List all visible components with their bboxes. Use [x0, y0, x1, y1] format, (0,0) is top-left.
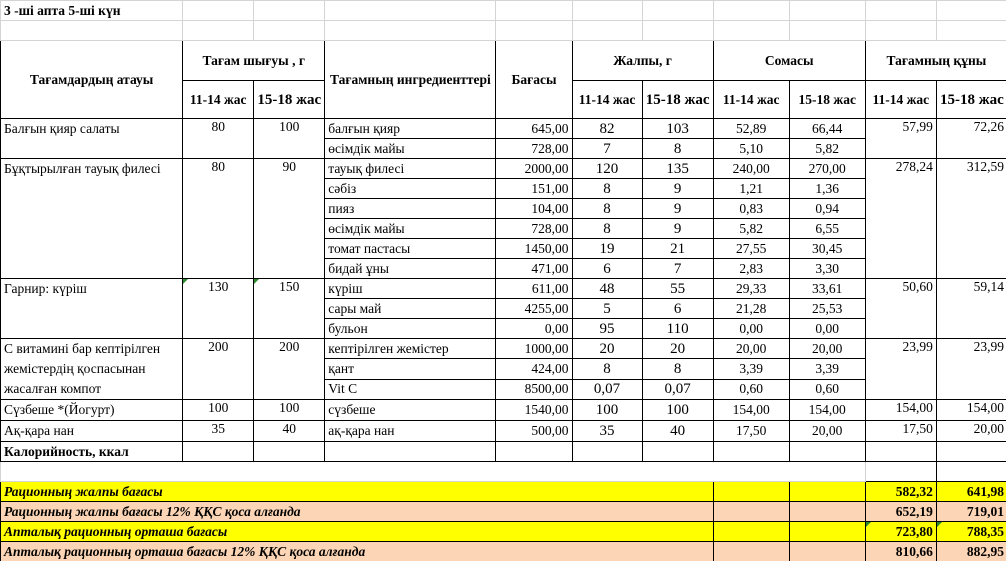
ingredient-price[interactable]: 1540,00	[496, 400, 572, 421]
header-gross-age2[interactable]: 15-18 жас	[642, 81, 713, 119]
ingredient-price[interactable]: 0,00	[496, 319, 572, 339]
table-row	[1, 279, 1006, 299]
table-row	[1, 339, 1006, 359]
ingredient-name[interactable]: балғын қияр	[325, 119, 496, 139]
summary-empty[interactable]	[713, 522, 789, 542]
gross-age2[interactable]: 9	[642, 219, 713, 239]
header-output-age2[interactable]: 15-18 жас	[254, 81, 325, 119]
sum-age1[interactable]: 3,39	[713, 359, 789, 379]
dish-name[interactable]: Ақ-қара нан	[1, 421, 183, 442]
blank-cell[interactable]	[865, 462, 936, 482]
header-gross[interactable]: Жалпы, г	[572, 41, 713, 81]
cost-age2[interactable]: 59,14	[936, 279, 1006, 339]
ingredient-name[interactable]: сүзбеше	[325, 400, 496, 421]
output-age1[interactable]: 100	[183, 400, 254, 421]
gross-age1[interactable]: 48	[572, 279, 642, 299]
header-price[interactable]: Бағасы	[496, 41, 572, 119]
summary-row	[1, 522, 1006, 542]
gross-age1[interactable]: 8	[572, 359, 642, 379]
dish-name[interactable]: Бұқтырылған тауық филесі	[1, 159, 183, 279]
gross-age2[interactable]: 110	[642, 319, 713, 339]
ingredient-name[interactable]: күріш	[325, 279, 496, 299]
sum-age2[interactable]: 6,55	[789, 219, 865, 239]
ingredient-price[interactable]: 151,00	[496, 179, 572, 199]
header-cost[interactable]: Тағамның құны	[865, 41, 1006, 81]
cost-age1[interactable]: 278,24	[865, 159, 936, 279]
table-row	[1, 400, 1006, 421]
summary-label[interactable]: Апталық рационның орташа бағасы 12% ҚҚС қоса алғанда	[1, 542, 714, 561]
cost-age2[interactable]: 23,99	[936, 339, 1006, 400]
sum-age2[interactable]: 1,36	[789, 179, 865, 199]
ingredient-price[interactable]: 645,00	[496, 119, 572, 139]
sum-age1[interactable]: 5,82	[713, 219, 789, 239]
ingredient-price[interactable]: 611,00	[496, 279, 572, 299]
calories-cell[interactable]	[254, 442, 325, 462]
dish-name[interactable]: Балғын қияр салаты	[1, 119, 183, 159]
gross-age1[interactable]: 95	[572, 319, 642, 339]
ingredient-name[interactable]: қант	[325, 359, 496, 379]
sum-age2[interactable]: 0,60	[789, 379, 865, 399]
calories-cell[interactable]	[713, 442, 789, 462]
summary-value-age2[interactable]: 641,98	[936, 482, 1006, 502]
summary-value-age2[interactable]: 788,35	[936, 522, 1006, 542]
table-row	[1, 119, 1006, 139]
header-output[interactable]: Тағам шығуы , г	[183, 41, 325, 81]
sum-age2[interactable]: 66,44	[789, 119, 865, 139]
calories-cell[interactable]	[865, 442, 936, 462]
sum-age2[interactable]: 0,00	[789, 319, 865, 339]
summary-empty[interactable]	[713, 482, 789, 502]
ingredient-name[interactable]: Vit C	[325, 379, 496, 399]
ingredient-price[interactable]: 2000,00	[496, 159, 572, 179]
header-sum-age2[interactable]: 15-18 жас	[789, 81, 865, 119]
output-age1[interactable]: 80	[183, 159, 254, 279]
gross-age2[interactable]: 21	[642, 239, 713, 259]
sum-age2[interactable]: 270,00	[789, 159, 865, 179]
sum-age1[interactable]: 0,83	[713, 199, 789, 219]
summary-label[interactable]: Апталық рационның орташа бағасы	[1, 522, 714, 542]
output-age2[interactable]: 150	[254, 279, 325, 339]
summary-value-age1[interactable]: 652,19	[865, 502, 936, 522]
sum-age1[interactable]: 5,10	[713, 139, 789, 159]
ingredient-price[interactable]: 1450,00	[496, 239, 572, 259]
gross-age2[interactable]: 7	[642, 259, 713, 279]
cost-age2[interactable]: 312,59	[936, 159, 1006, 279]
sum-age1[interactable]: 0,60	[713, 379, 789, 399]
summary-row	[1, 482, 1006, 502]
header-gross-age1[interactable]: 11-14 жас	[572, 81, 642, 119]
ingredient-name[interactable]: томат пастасы	[325, 239, 496, 259]
ingredient-price[interactable]: 424,00	[496, 359, 572, 379]
ingredient-name[interactable]: өсімдік майы	[325, 139, 496, 159]
sum-age1[interactable]: 0,00	[713, 319, 789, 339]
gross-age2[interactable]: 9	[642, 179, 713, 199]
gross-age1[interactable]: 82	[572, 119, 642, 139]
sum-age1[interactable]: 29,33	[713, 279, 789, 299]
gross-age1[interactable]: 100	[572, 400, 642, 421]
dish-name[interactable]: Гарнир: күріш	[1, 279, 183, 339]
summary-label[interactable]: Рационның жалпы бағасы	[1, 482, 714, 502]
sum-age2[interactable]: 25,53	[789, 299, 865, 319]
header-sum[interactable]: Сомасы	[713, 41, 865, 81]
ingredient-price[interactable]: 728,00	[496, 139, 572, 159]
gross-age1[interactable]: 35	[572, 421, 642, 442]
sum-age1[interactable]: 240,00	[713, 159, 789, 179]
calories-cell[interactable]	[183, 442, 254, 462]
gross-age2[interactable]: 20	[642, 339, 713, 359]
sum-age2[interactable]: 30,45	[789, 239, 865, 259]
summary-empty[interactable]	[789, 482, 865, 502]
gross-age2[interactable]: 103	[642, 119, 713, 139]
ingredient-name[interactable]: сары май	[325, 299, 496, 319]
output-age2[interactable]: 100	[254, 400, 325, 421]
ingredient-name[interactable]: өсімдік майы	[325, 219, 496, 239]
gross-age1[interactable]: 5	[572, 299, 642, 319]
gross-age2[interactable]: 9	[642, 199, 713, 219]
gross-age2[interactable]: 6	[642, 299, 713, 319]
ingredient-name[interactable]: ақ-қара нан	[325, 421, 496, 442]
gross-age2[interactable]: 8	[642, 139, 713, 159]
gross-age2[interactable]: 100	[642, 400, 713, 421]
ingredient-price[interactable]: 728,00	[496, 219, 572, 239]
header-dish-name[interactable]: Тағамдардың атауы	[1, 41, 183, 119]
calories-cell[interactable]	[496, 442, 572, 462]
summary-value-age1[interactable]: 582,32	[865, 482, 936, 502]
output-age1[interactable]: 130	[183, 279, 254, 339]
table-row	[1, 421, 1006, 442]
summary-row	[1, 542, 1006, 561]
gross-age1[interactable]: 8	[572, 199, 642, 219]
calories-cell[interactable]	[325, 442, 496, 462]
output-age1[interactable]: 35	[183, 421, 254, 442]
output-age1[interactable]: 200	[183, 339, 254, 400]
gross-age2[interactable]: 55	[642, 279, 713, 299]
sum-age1[interactable]: 17,50	[713, 421, 789, 442]
gross-age1[interactable]: 20	[572, 339, 642, 359]
sum-age2[interactable]: 3,30	[789, 259, 865, 279]
gross-age2[interactable]: 135	[642, 159, 713, 179]
table-row	[1, 159, 1006, 179]
ingredient-price[interactable]: 471,00	[496, 259, 572, 279]
summary-label[interactable]: Рационның жалпы бағасы 12% ҚҚС қоса алғанда	[1, 502, 714, 522]
sum-age2[interactable]: 33,61	[789, 279, 865, 299]
ingredient-price[interactable]: 500,00	[496, 421, 572, 442]
ingredient-name[interactable]: сәбіз	[325, 179, 496, 199]
cost-age2[interactable]: 154,00	[936, 400, 1006, 421]
ingredient-name[interactable]: бульон	[325, 319, 496, 339]
calories-cell[interactable]	[789, 442, 865, 462]
gross-age2[interactable]: 0,07	[642, 379, 713, 399]
sum-age2[interactable]: 0,94	[789, 199, 865, 219]
cost-age1[interactable]: 17,50	[865, 421, 936, 442]
cost-age1[interactable]: 50,60	[865, 279, 936, 339]
gross-age1[interactable]: 120	[572, 159, 642, 179]
output-age2[interactable]: 90	[254, 159, 325, 279]
ingredient-name[interactable]: кептірілген жемістер	[325, 339, 496, 359]
header-cost-age1[interactable]: 11-14 жас	[865, 81, 936, 119]
ingredient-name[interactable]: бидай ұны	[325, 259, 496, 279]
sum-age2[interactable]: 20,00	[789, 339, 865, 359]
cost-age1[interactable]: 57,99	[865, 119, 936, 159]
gross-age1[interactable]: 8	[572, 219, 642, 239]
calories-cell[interactable]	[642, 442, 713, 462]
ingredient-name[interactable]: тауық филесі	[325, 159, 496, 179]
summary-empty[interactable]	[713, 542, 789, 561]
gross-age1[interactable]: 7	[572, 139, 642, 159]
sum-age1[interactable]: 52,89	[713, 119, 789, 139]
header-output-age1[interactable]: 11-14 жас	[183, 81, 254, 119]
ingredient-price[interactable]: 4255,00	[496, 299, 572, 319]
calories-row	[1, 442, 1006, 462]
dish-name[interactable]: С витамині бар кептірілген жемістердің қоспасынан жасалған компот	[1, 339, 183, 400]
sum-age2[interactable]: 5,82	[789, 139, 865, 159]
ingredient-price[interactable]: 104,00	[496, 199, 572, 219]
summary-empty[interactable]	[789, 542, 865, 561]
ingredient-name[interactable]: пияз	[325, 199, 496, 219]
output-age1[interactable]: 80	[183, 119, 254, 159]
sum-age2[interactable]: 3,39	[789, 359, 865, 379]
gross-age2[interactable]: 8	[642, 359, 713, 379]
sum-age1[interactable]: 1,21	[713, 179, 789, 199]
header-cost-age2[interactable]: 15-18 жас	[936, 81, 1006, 119]
summary-value-age1[interactable]: 723,80	[865, 522, 936, 542]
summary-value-age2[interactable]: 882,95	[936, 542, 1006, 561]
gross-age2[interactable]: 40	[642, 421, 713, 442]
blank-cell[interactable]	[1, 462, 866, 482]
summary-value-age2[interactable]: 719,01	[936, 502, 1006, 522]
summary-empty[interactable]	[789, 522, 865, 542]
blank-cell[interactable]	[936, 462, 1006, 482]
cost-age2[interactable]: 72,26	[936, 119, 1006, 159]
sum-age2[interactable]: 20,00	[789, 421, 865, 442]
calories-label[interactable]: Калорийность, ккал	[1, 442, 183, 462]
summary-value-age1[interactable]: 810,66	[865, 542, 936, 561]
sum-age1[interactable]: 2,83	[713, 259, 789, 279]
calories-cell[interactable]	[572, 442, 642, 462]
cost-age1[interactable]: 23,99	[865, 339, 936, 400]
gross-age1[interactable]: 8	[572, 179, 642, 199]
gross-age1[interactable]: 6	[572, 259, 642, 279]
gross-age1[interactable]: 19	[572, 239, 642, 259]
sum-age1[interactable]: 21,28	[713, 299, 789, 319]
sum-age1[interactable]: 20,00	[713, 339, 789, 359]
header-sum-age1[interactable]: 11-14 жас	[713, 81, 789, 119]
output-age2[interactable]: 40	[254, 421, 325, 442]
sum-age2[interactable]: 154,00	[789, 400, 865, 421]
summary-empty[interactable]	[713, 502, 789, 522]
cost-age1[interactable]: 154,00	[865, 400, 936, 421]
ingredient-price[interactable]: 1000,00	[496, 339, 572, 359]
output-age2[interactable]: 100	[254, 119, 325, 159]
header-ingredients[interactable]: Тағамның ингредиенттері	[325, 41, 496, 119]
cost-age2[interactable]: 20,00	[936, 421, 1006, 442]
sum-age1[interactable]: 154,00	[713, 400, 789, 421]
sheet-title[interactable]: 3 -ші апта 5-ші күн	[1, 1, 183, 21]
dish-name[interactable]: Сүзбеше *(Йогурт)	[1, 400, 183, 421]
summary-empty[interactable]	[789, 502, 865, 522]
blank-row	[1, 462, 1006, 482]
summary-row	[1, 502, 1006, 522]
calories-cell[interactable]	[936, 442, 1006, 462]
ingredient-price[interactable]: 8500,00	[496, 379, 572, 399]
gross-age1[interactable]: 0,07	[572, 379, 642, 399]
output-age2[interactable]: 200	[254, 339, 325, 400]
sum-age1[interactable]: 27,55	[713, 239, 789, 259]
